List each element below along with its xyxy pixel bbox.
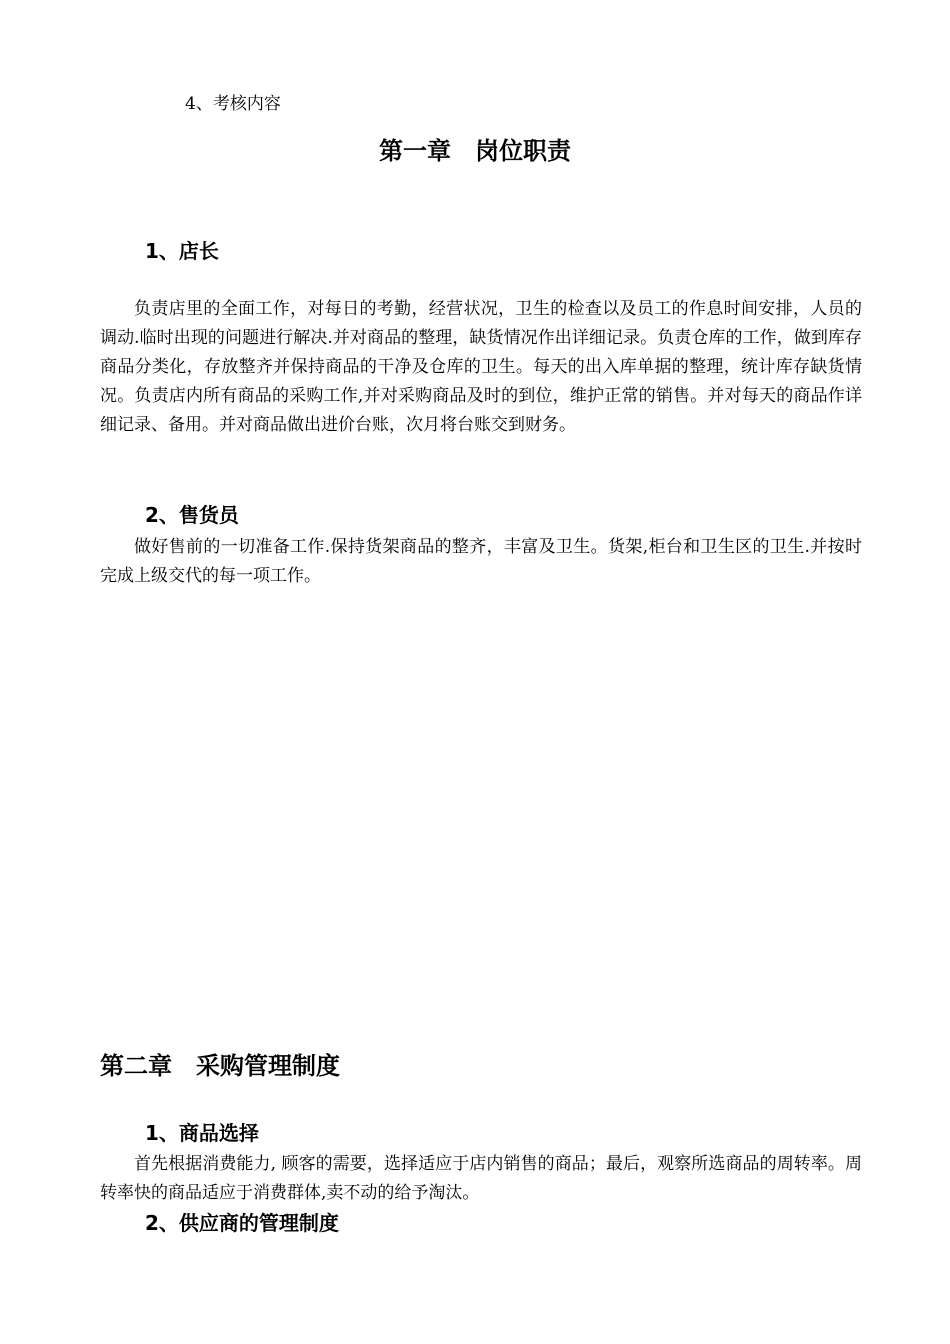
paragraph-salesperson: 做好售前的一切准备工作.保持货架商品的整齐，丰富及卫生。货架,柜台和卫生区的卫生.并按时完成上级交代的每一项工作。 [100, 537, 862, 586]
paragraph-store-manager: 负责店里的全面工作，对每日的考勤，经营状况，卫生的检查以及员工的作息时间安排，人员的调动.临时出现的问题进行解决.并对商品的整理，缺货情况作出详细记录。负责仓库的工作，做到库存商品分类化，存放整齐并保持商品的干净及仓库的卫生。每天的出入库单据的整理，统计库存缺货情况。负责店内所有商品的采购工作,并对采购商品及时的到位，维护正常的销售。并对每天的商品作详细记录、备用。并对商品做出进价台账，次月将台账交到财务。 [100, 299, 862, 435]
chapter-2-title: 第二章 采购管理制度 [100, 1052, 340, 1080]
section-heading-store-manager: 1、店长 [145, 239, 219, 263]
section-heading-supplier-management: 2、供应商的管理制度 [145, 1211, 339, 1235]
chapter-1-title: 第一章 岗位职责 [379, 137, 571, 165]
paragraph-product-selection: 首先根据消费能力, 顾客的需要，选择适应于店内销售的商品；最后，观察所选商品的周转率。周转率快的商品适应于消费群体,卖不动的给予淘汰。 [100, 1154, 862, 1203]
section-heading-salesperson: 2、售货员 [145, 503, 239, 527]
toc-item: 4、考核内容 [185, 94, 281, 114]
section-heading-product-selection: 1、商品选择 [145, 1121, 259, 1145]
